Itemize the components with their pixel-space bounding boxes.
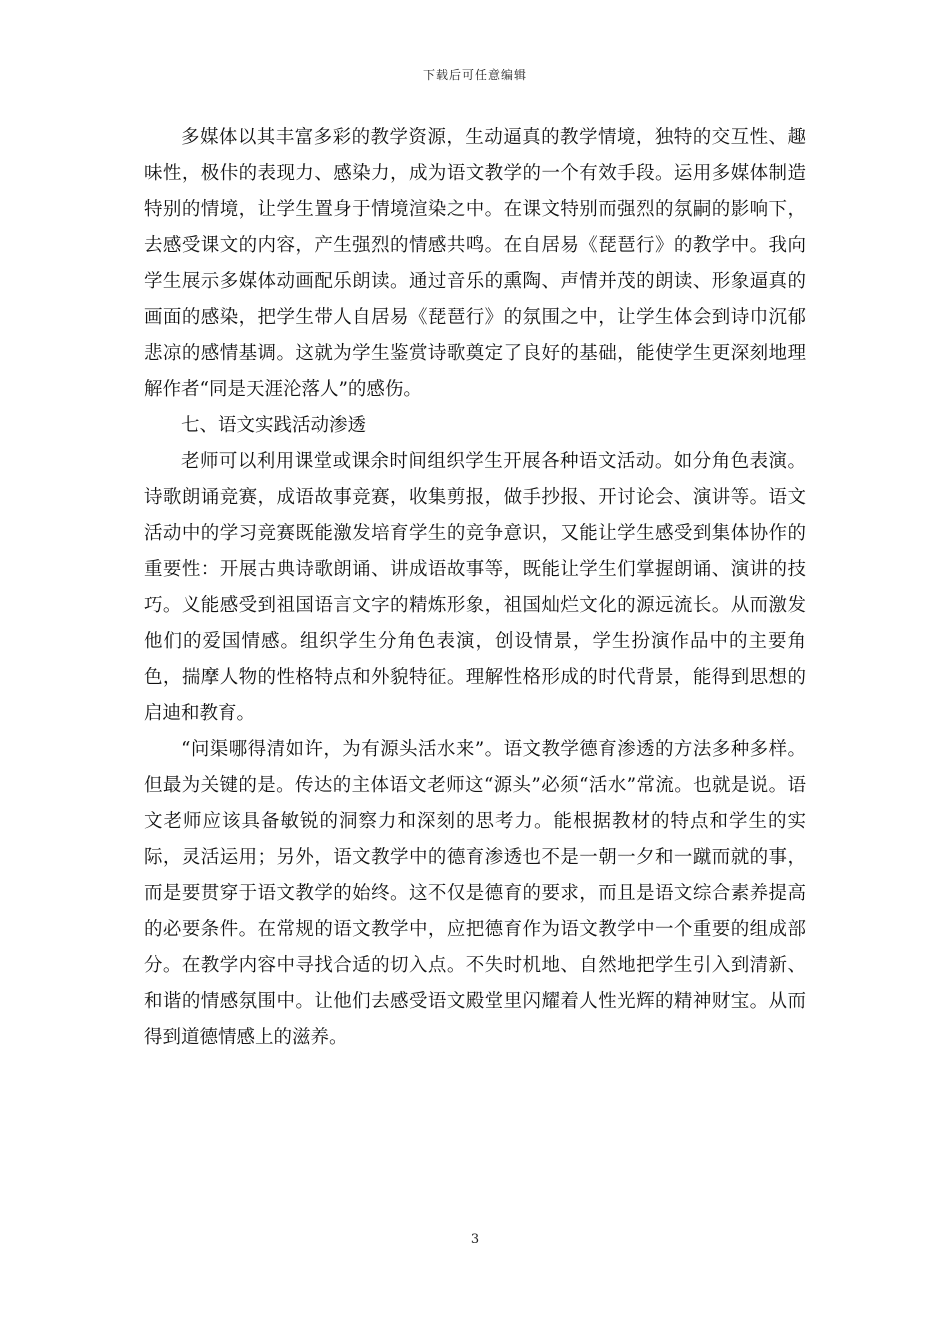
page-number: 3	[470, 1232, 480, 1247]
paragraph-activities: 老师可以利用课堂或课余时间组织学生开展各种语文活动。如分角色表演。诗歌朗诵竞赛，成语故事竞赛，收集剪报，做手抄报、开讨论会、演讲等。语文活动中的学习竞赛既能激发培育学生的竞争意识，又能让学生感受到集体协作的重要性：开展古典诗歌朗诵、讲成语故事等，既能让学生们掌握朗诵、演讲的技巧。义能感受到祖国语言文字的精炼形象，祖国灿烂文化的源远流长。从而激发他们的爱国情感。组织学生分角色表演，创设情景，学生扮演作品中的主要角色，揣摩人物的性格特点和外貌特征。理解性格形成的时代背景，能得到思想的启迪和教育。	[144, 451, 806, 724]
page-header: 下载后可任意编辑	[422, 68, 527, 82]
paragraph-multimedia: 多媒体以其丰富多彩的教学资源，生动逼真的教学情境，独特的交互性、趣味性，极佧的表现力、感染力，成为语文教学的一个有效手段。运用多媒体制造特别的情境，让学生置身于情境渲染之中。在课文特别而强烈的氛嗣的影响下，去感受课文的内容，产生强烈的情感共鸣。在自居易《琵琶行》的教学中。我向学生展示多媒体动画配乐朗读。通过音乐的熏陶、声情并茂的朗读、形象逼真的画面的感染，把学生带人自居易《琵琶行》的氛围之中，让学生体会到诗巾沉郁悲凉的感情基调。这就为学生鉴赏诗歌奠定了良好的基础，能使学生更深刻地理解作者“同是天涯沦落人”的感伤。	[144, 127, 806, 400]
section-heading-practice: 七、语文实践活动渗透	[181, 415, 367, 436]
paragraph-conclusion: “问渠哪得清如许，为有源头活水来”。语文教学德育渗透的方法多种多样。但最为关键的是。传达的主体语文老师这“源头”必须“活水”常流。也就是说。语文老师应该具备敏锐的洞察力和深刻的思考力。能根据教材的特点和学生的实际，灵活运用；另外，语文教学中的德育渗透也不是一朝一夕和一蹴而就的事，而是要贯穿于语文教学的始终。这不仅是德育的要求，而且是语文综合素养提高的必要条件。在常规的语文教学中，应把德育作为语文教学中一个重要的组成部分。在教学内容中寻找合适的切入点。不失时机地、自然地把学生引入到清新、和谐的情感氛围中。让他们去感受语文殿堂里闪耀着人性光辉的精神财宝。从而得到道德情感上的滋养。	[144, 739, 806, 1048]
document-body	[144, 120, 806, 1056]
